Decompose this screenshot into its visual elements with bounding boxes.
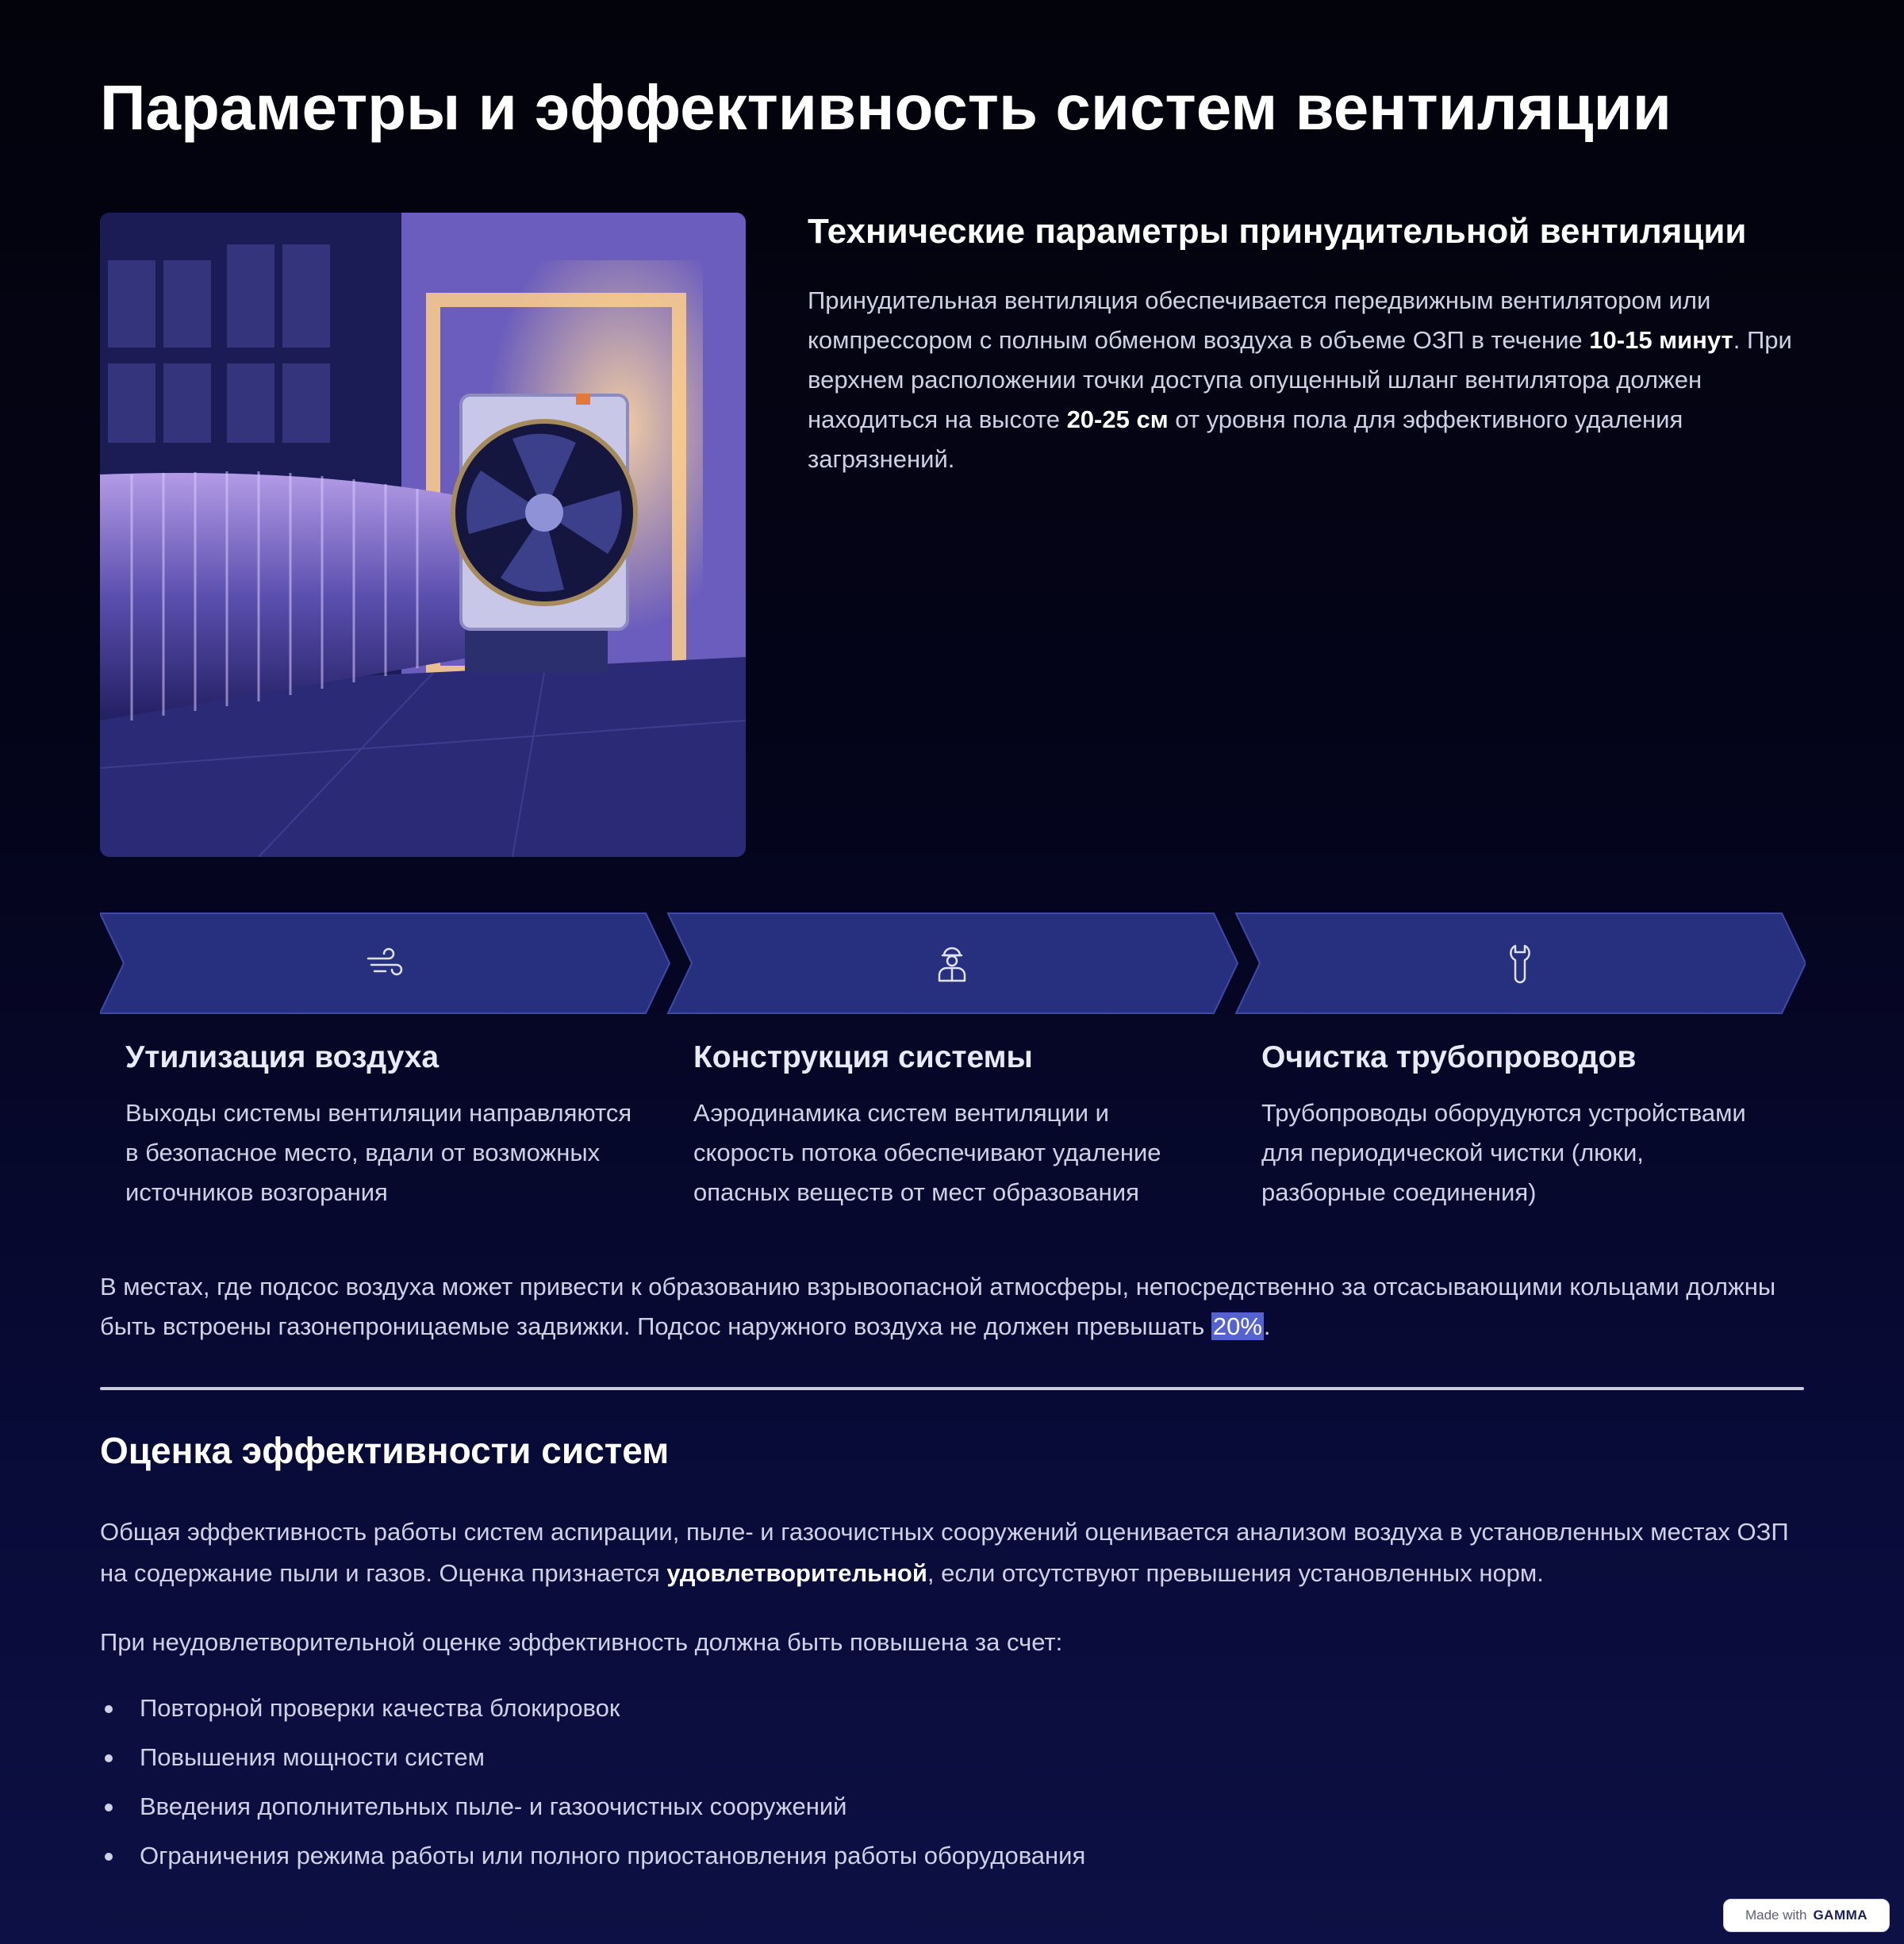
evaluation-body — [100, 1512, 1814, 1594]
step-3-body: Трубопроводы оборудуются устройствами для периодической чистки (люки, разборные соединения) — [1261, 1099, 1746, 1206]
tech-text-1-end: . — [1733, 326, 1741, 354]
evaluation-lead: При неудовлетворительной оценке эффективность должна быть повышена за счет: — [100, 1628, 1063, 1656]
note-text: В местах, где подсос воздуха может привести к образованию взрывоопасной атмосферы, непосредственно за отсасывающими кольцами должны быть встроены газонепроницаемые задвижки. Подсос наружного воздуха не должен превышать — [100, 1273, 1776, 1340]
badge-prefix: Made with — [1745, 1908, 1807, 1923]
step-1-title: Утилизация воздуха — [125, 1040, 440, 1074]
note-highlight: 20% — [1212, 1312, 1262, 1340]
evaluation-title: Оценка эффективности систем — [100, 1430, 670, 1471]
tech-height: 20-25 см — [1066, 405, 1169, 433]
improvement-list — [100, 1689, 1687, 1885]
tech-text-1: Принудительная вентиляция обеспечивается передвижным вентилятором или компрессором с полным обменом воздуха в объеме ОЗП в течение — [808, 286, 1711, 354]
step-3-title: Очистка трубопроводов — [1261, 1040, 1637, 1074]
tech-section-body — [808, 281, 1815, 479]
gamma-logo: GAMMA — [1813, 1908, 1868, 1923]
tech-text-2-end: от уровня пола для эффективного удаления загрязнений. — [808, 405, 1683, 473]
ventilation-fan-image — [100, 213, 746, 857]
made-with-gamma-badge[interactable] — [1723, 1899, 1890, 1932]
process-steps — [100, 912, 1806, 1016]
list-item: Повышения мощности систем — [100, 1738, 1687, 1787]
section-divider — [100, 1387, 1804, 1390]
worker-icon — [930, 941, 974, 985]
evaluation-text: Общая эффективность работы систем аспирации, пыле- и газоочистных сооружений оценивается анализом воздуха в установленных местах ОЗП на содержание пыли и газов. Оценка признается — [100, 1518, 1789, 1587]
tech-section-title: Технические параметры принудительной вентиляции — [808, 212, 1747, 251]
page-title: Параметры и эффективность систем вентиляции — [100, 72, 1672, 143]
evaluation-text-end: , если отсутствуют превышения установленных норм. — [927, 1559, 1544, 1587]
wrench-icon — [1498, 941, 1542, 985]
list-item: Введения дополнительных пыле- и газоочистных сооружений — [100, 1787, 1687, 1836]
tech-text-2: При верхнем расположении точки доступа опущенный шланг вентилятора должен находиться на высоте — [808, 326, 1792, 433]
list-item: Ограничения режима работы или полного приостановления работы оборудования — [100, 1836, 1687, 1885]
list-item: Повторной проверки качества блокировок — [100, 1689, 1687, 1738]
step-1-body: Выходы системы вентиляции направляются в безопасное место, вдали от возможных источников возгорания — [125, 1099, 632, 1206]
tech-duration: 10-15 минут — [1589, 326, 1733, 354]
evaluation-bold: удовлетворительной — [666, 1559, 927, 1587]
note-end: . — [1263, 1312, 1271, 1340]
wind-icon — [362, 941, 406, 985]
step-2-body: Аэродинамика систем вентиляции и скорость потока обеспечивают удаление опасных веществ от мест образования — [693, 1099, 1161, 1206]
air-leak-note — [100, 1267, 1814, 1347]
step-2-title: Конструкция системы — [693, 1040, 1033, 1074]
